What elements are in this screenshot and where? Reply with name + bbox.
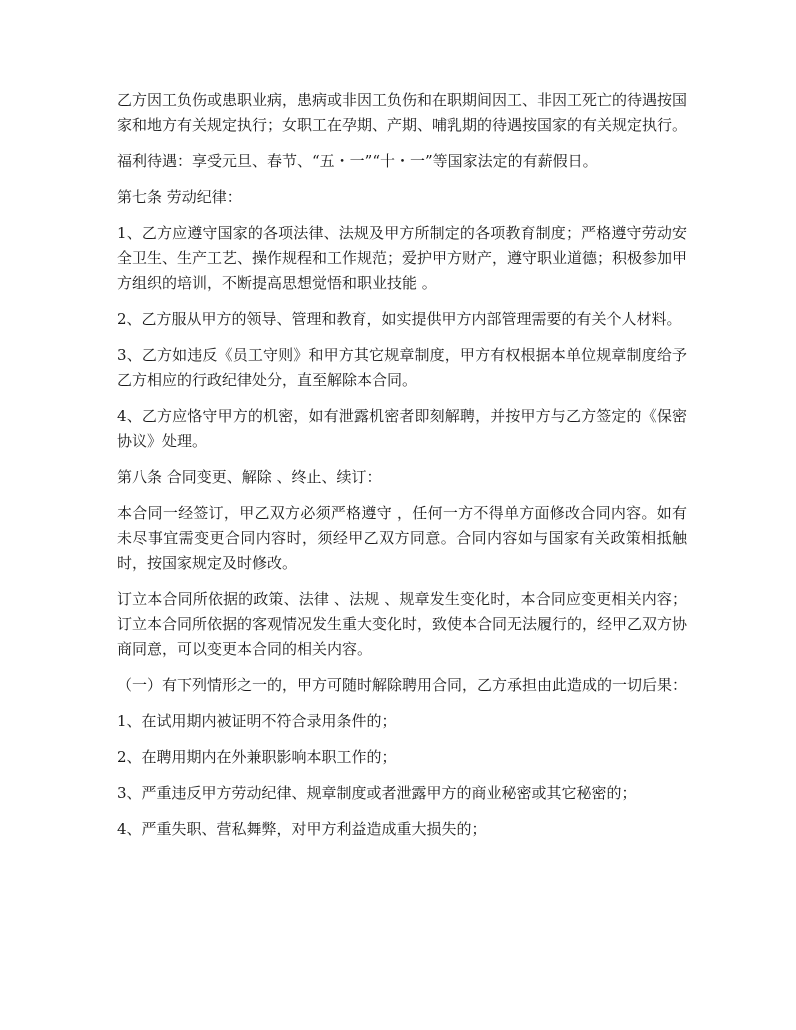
paragraph-injury-treatment: 乙方因工负伤或患职业病，患病或非因工负伤和在职期间因工、非因工死亡的待遇按国家和地方有关规定执行；女职工在孕期、产期、哺乳期的待遇按国家的有关规定执行。: [117, 91, 688, 134]
paragraph-welfare: 福利待遇：享受元旦、春节、“五・一”“十・一”等国家法定的有薪假日。: [117, 152, 598, 170]
paragraph-termination-4: 4、严重失职、营私舞弊，对甲方利益造成重大损失的；: [117, 820, 487, 838]
paragraph-discipline-1: 1、乙方应遵守国家的各项法律、法规及甲方所制定的各项教育制度；严格遵守劳动安全卫生、生产工艺、操作规程和工作规范；爱护甲方财产，遵守职业道德；积极参加甲方组织的培训，不断提高思想觉悟和职业技能 。: [117, 224, 688, 292]
section-heading-article-7: 第七条 劳动纪律：: [117, 188, 242, 206]
paragraph-contract-change: 订立本合同所依据的政策、法律 、法规 、规章发生变化时，本合同应变更相关内容；订立本合同所依据的客观情况发生重大变化时，致使本合同无法履行的，经甲乙双方协商同意，可以变更本合同的相关内容。: [117, 590, 688, 658]
document-page: [117, 88, 687, 853]
paragraph-termination-3: 3、严重违反甲方劳动纪律、规章制度或者泄露甲方的商业秘密或其它秘密的；: [117, 784, 637, 802]
paragraph-discipline-2: 2、乙方服从甲方的领导、管理和教育，如实提供甲方内部管理需要的有关个人材料。: [117, 310, 682, 328]
section-heading-article-8: 第八条 合同变更、解除 、终止、续订：: [117, 468, 382, 486]
paragraph-termination-2: 2、在聘用期内在外兼职影响本职工作的；: [117, 748, 397, 766]
paragraph-discipline-4: 4、乙方应恪守甲方的机密，如有泄露机密者即刻解聘，并按甲方与乙方签定的《保密协议》处理。: [117, 407, 687, 450]
paragraph-termination-1: 1、在试用期内被证明不符合录用条件的；: [117, 712, 397, 730]
paragraph-contract-binding: 本合同一经签订，甲乙双方必须严格遵守 ，任何一方不得单方面修改合同内容。如有未尽事宜需变更合同内容时，须经甲乙双方同意。合同内容如与国家有关政策相抵触时，按国家规定及时修改。: [117, 504, 687, 572]
paragraph-termination-intro: （一）有下列情形之一的，甲方可随时解除聘用合同，乙方承担由此造成的一切后果：: [117, 676, 688, 694]
paragraph-discipline-3: 3、乙方如违反《员工守则》和甲方其它规章制度，甲方有权根据本单位规章制度给予乙方相应的行政纪律处分，直至解除本合同。: [117, 346, 687, 389]
